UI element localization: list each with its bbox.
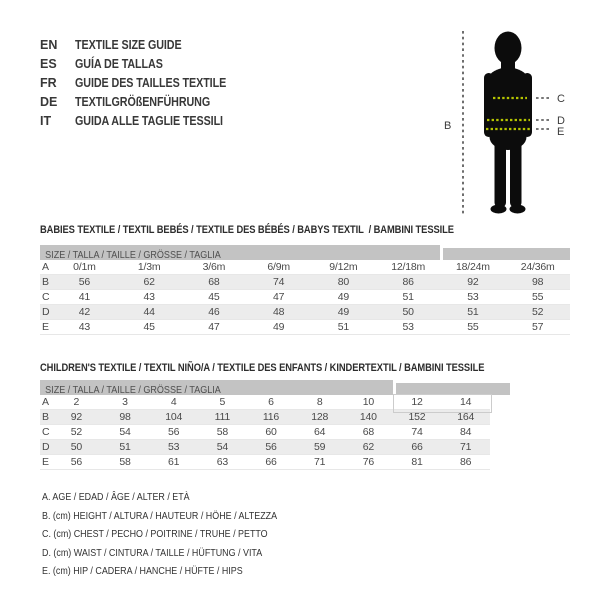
table-row-d xyxy=(40,305,570,320)
table-cell: 71 xyxy=(460,441,472,453)
table-cell: 52 xyxy=(531,306,544,318)
table-cell: 54 xyxy=(119,426,131,438)
table-cell: 61 xyxy=(168,456,180,468)
language-code: FR xyxy=(40,76,57,90)
table-cell: 51 xyxy=(119,441,131,453)
table-cell: 56 xyxy=(265,441,277,453)
table-cell: 24/36m xyxy=(520,261,555,273)
row-label: A xyxy=(42,261,49,273)
table-cell: 76 xyxy=(362,456,374,468)
table-cell: 3/6m xyxy=(202,261,226,273)
table-cell: 86 xyxy=(460,456,472,468)
table-cell: 5 xyxy=(219,396,226,408)
table-cell: 0/1m xyxy=(73,261,96,273)
table-cell: 2 xyxy=(73,396,80,408)
table-cell: 58 xyxy=(119,456,131,468)
language-row xyxy=(40,93,251,112)
legend-item-text: D. (cm) WAIST / CINTURA / TAILLE / HÜFTUNG / VITA xyxy=(42,546,263,559)
label-e: E xyxy=(557,126,565,138)
table-cell: 98 xyxy=(119,411,131,423)
table-cell: 43 xyxy=(78,321,91,333)
table-cell: 92 xyxy=(70,411,82,423)
table-row-a xyxy=(40,395,490,410)
header-notch xyxy=(396,380,510,383)
table-cell: 46 xyxy=(208,306,220,318)
table-cell: 80 xyxy=(337,276,350,288)
table-cell: 10 xyxy=(362,396,374,408)
table-cell: 56 xyxy=(78,276,91,288)
table-row-a xyxy=(40,260,570,275)
row-label: B xyxy=(42,276,49,288)
row-label: D xyxy=(42,306,50,318)
table-cell: 71 xyxy=(314,456,326,468)
row-label: C xyxy=(42,426,50,438)
table-cell: 50 xyxy=(70,441,82,453)
babies-table-body xyxy=(40,260,570,335)
table-cell: 55 xyxy=(531,291,544,303)
child-silhouette xyxy=(484,32,532,214)
child-figure xyxy=(438,16,578,228)
table-cell: 45 xyxy=(143,321,155,333)
table-cell: 41 xyxy=(78,291,91,303)
table-cell: 53 xyxy=(402,321,414,333)
legend-item xyxy=(42,488,319,507)
table-cell: 86 xyxy=(402,276,414,288)
table-row-c xyxy=(40,425,490,440)
table-cell: 66 xyxy=(265,456,277,468)
label-d: D xyxy=(557,115,565,127)
children-table-header-label: SIZE / TALLA / TAILLE / GRÖSSE / TAGLIA xyxy=(45,384,221,395)
table-cell: 18/24m xyxy=(455,261,490,273)
table-cell: 63 xyxy=(216,456,228,468)
table-cell: 60 xyxy=(265,426,277,438)
table-cell: 92 xyxy=(467,276,479,288)
table-cell: 56 xyxy=(70,456,82,468)
legend-item-text: C. (cm) CHEST / PECHO / POITRINE / TRUHE / PETTO xyxy=(42,528,268,540)
children-table-title: CHILDREN'S TEXTILE / TEXTIL NIÑO/A / TEXTILE DES ENFANTS / KINDERTEXTIL / BAMBINI TESSILE xyxy=(40,362,485,374)
language-code: IT xyxy=(40,114,52,128)
table-cell: 51 xyxy=(402,291,414,303)
children-table-body xyxy=(40,395,490,470)
table-cell: 152 xyxy=(408,411,426,423)
table-cell: 9/12m xyxy=(329,261,358,273)
table-cell: 49 xyxy=(272,321,285,333)
table-cell: 81 xyxy=(411,456,423,468)
language-code: ES xyxy=(40,57,57,71)
language-row xyxy=(40,55,251,74)
table-cell: 116 xyxy=(262,411,280,423)
table-cell: 53 xyxy=(168,441,180,453)
table-cell: 164 xyxy=(457,411,475,423)
table-cell: 57 xyxy=(531,321,544,333)
row-label: A xyxy=(42,396,49,408)
row-label: C xyxy=(42,291,50,303)
table-cell: 6/9m xyxy=(267,261,290,273)
table-cell: 56 xyxy=(168,426,180,438)
legend-item-text: A. AGE / EDAD / ÂGE / ALTER / ETÀ xyxy=(42,491,190,503)
language-label: GUÍA DE TALLAS xyxy=(75,57,163,71)
table-cell: 47 xyxy=(272,291,285,303)
table-cell: 52 xyxy=(70,426,82,438)
table-cell: 47 xyxy=(208,321,220,333)
table-cell: 54 xyxy=(216,441,228,453)
table-cell: 74 xyxy=(272,276,285,288)
table-cell: 68 xyxy=(208,276,220,288)
row-label: E xyxy=(42,456,49,468)
table-cell: 12 xyxy=(411,396,423,408)
table-cell: 14 xyxy=(460,396,472,408)
table-cell: 6 xyxy=(268,396,274,408)
language-code: DE xyxy=(40,95,58,109)
table-cell: 4 xyxy=(170,396,177,408)
table-cell: 48 xyxy=(272,306,285,318)
language-label: TEXTILGRÖßENFÜHRUNG xyxy=(75,95,211,109)
table-cell: 98 xyxy=(531,276,544,288)
table-cell: 51 xyxy=(467,306,479,318)
table-cell: 66 xyxy=(411,441,423,453)
table-cell: 64 xyxy=(314,426,326,438)
label-b: B xyxy=(444,120,452,132)
table-cell: 44 xyxy=(143,306,155,318)
table-cell: 53 xyxy=(467,291,479,303)
header-notch xyxy=(443,245,570,248)
language-row xyxy=(40,74,251,93)
row-label: D xyxy=(42,441,50,453)
row-label: B xyxy=(42,411,49,423)
table-cell: 55 xyxy=(467,321,479,333)
table-cell: 45 xyxy=(208,291,220,303)
legend-item-text: B. (cm) HEIGHT / ALTURA / HAUTEUR / HÖHE / ALTEZZA xyxy=(42,509,278,522)
table-cell: 42 xyxy=(78,306,91,318)
babies-table-header-label: SIZE / TALLA / TAILLE / GRÖSSE / TAGLIA xyxy=(45,249,221,260)
table-row-b xyxy=(40,275,570,290)
table-cell: 50 xyxy=(402,306,414,318)
table-cell: 49 xyxy=(337,291,350,303)
language-row xyxy=(40,36,251,55)
table-cell: 12/18m xyxy=(391,261,426,273)
legend-item xyxy=(42,544,319,563)
legend-item xyxy=(42,562,319,581)
language-label: GUIDE DES TAILLES TEXTILE xyxy=(75,76,227,90)
table-row-e xyxy=(40,455,490,470)
row-label: E xyxy=(42,321,49,333)
table-cell: 49 xyxy=(337,306,350,318)
table-cell: 104 xyxy=(165,411,183,423)
label-c: C xyxy=(557,93,565,105)
table-cell: 51 xyxy=(337,321,350,333)
table-cell: 68 xyxy=(362,426,374,438)
table-cell: 1/3m xyxy=(137,261,161,273)
table-cell: 140 xyxy=(359,411,377,423)
table-cell: 8 xyxy=(316,396,323,408)
legend-item-text: E. (cm) HIP / CADERA / HANCHE / HÜFTE / HIPS xyxy=(42,565,243,577)
legend-item xyxy=(42,525,319,544)
measurement-legend xyxy=(42,488,319,581)
table-cell: 84 xyxy=(460,426,472,438)
language-label: GUIDA ALLE TAGLIE TESSILI xyxy=(75,114,223,128)
table-row-c xyxy=(40,290,570,305)
language-code: EN xyxy=(40,38,58,52)
table-row-e xyxy=(40,320,570,335)
table-cell: 59 xyxy=(314,441,326,453)
table-cell: 62 xyxy=(143,276,155,288)
table-cell: 111 xyxy=(214,411,231,423)
language-list xyxy=(40,36,251,131)
language-row xyxy=(40,112,251,131)
table-cell: 74 xyxy=(411,426,423,438)
language-label: TEXTILE SIZE GUIDE xyxy=(75,38,182,52)
legend-item xyxy=(42,507,319,526)
table-cell: 62 xyxy=(362,441,374,453)
table-cell: 58 xyxy=(216,426,228,438)
table-cell: 128 xyxy=(311,411,329,423)
table-cell: 3 xyxy=(122,396,128,408)
table-cell: 43 xyxy=(143,291,155,303)
table-row-b xyxy=(40,410,490,425)
babies-table-title: BABIES TEXTILE / TEXTIL BEBÉS / TEXTILE DES BÉBÉS / BABYS TEXTIL / BAMBINI TESSILE xyxy=(40,224,454,236)
table-row-d xyxy=(40,440,490,455)
